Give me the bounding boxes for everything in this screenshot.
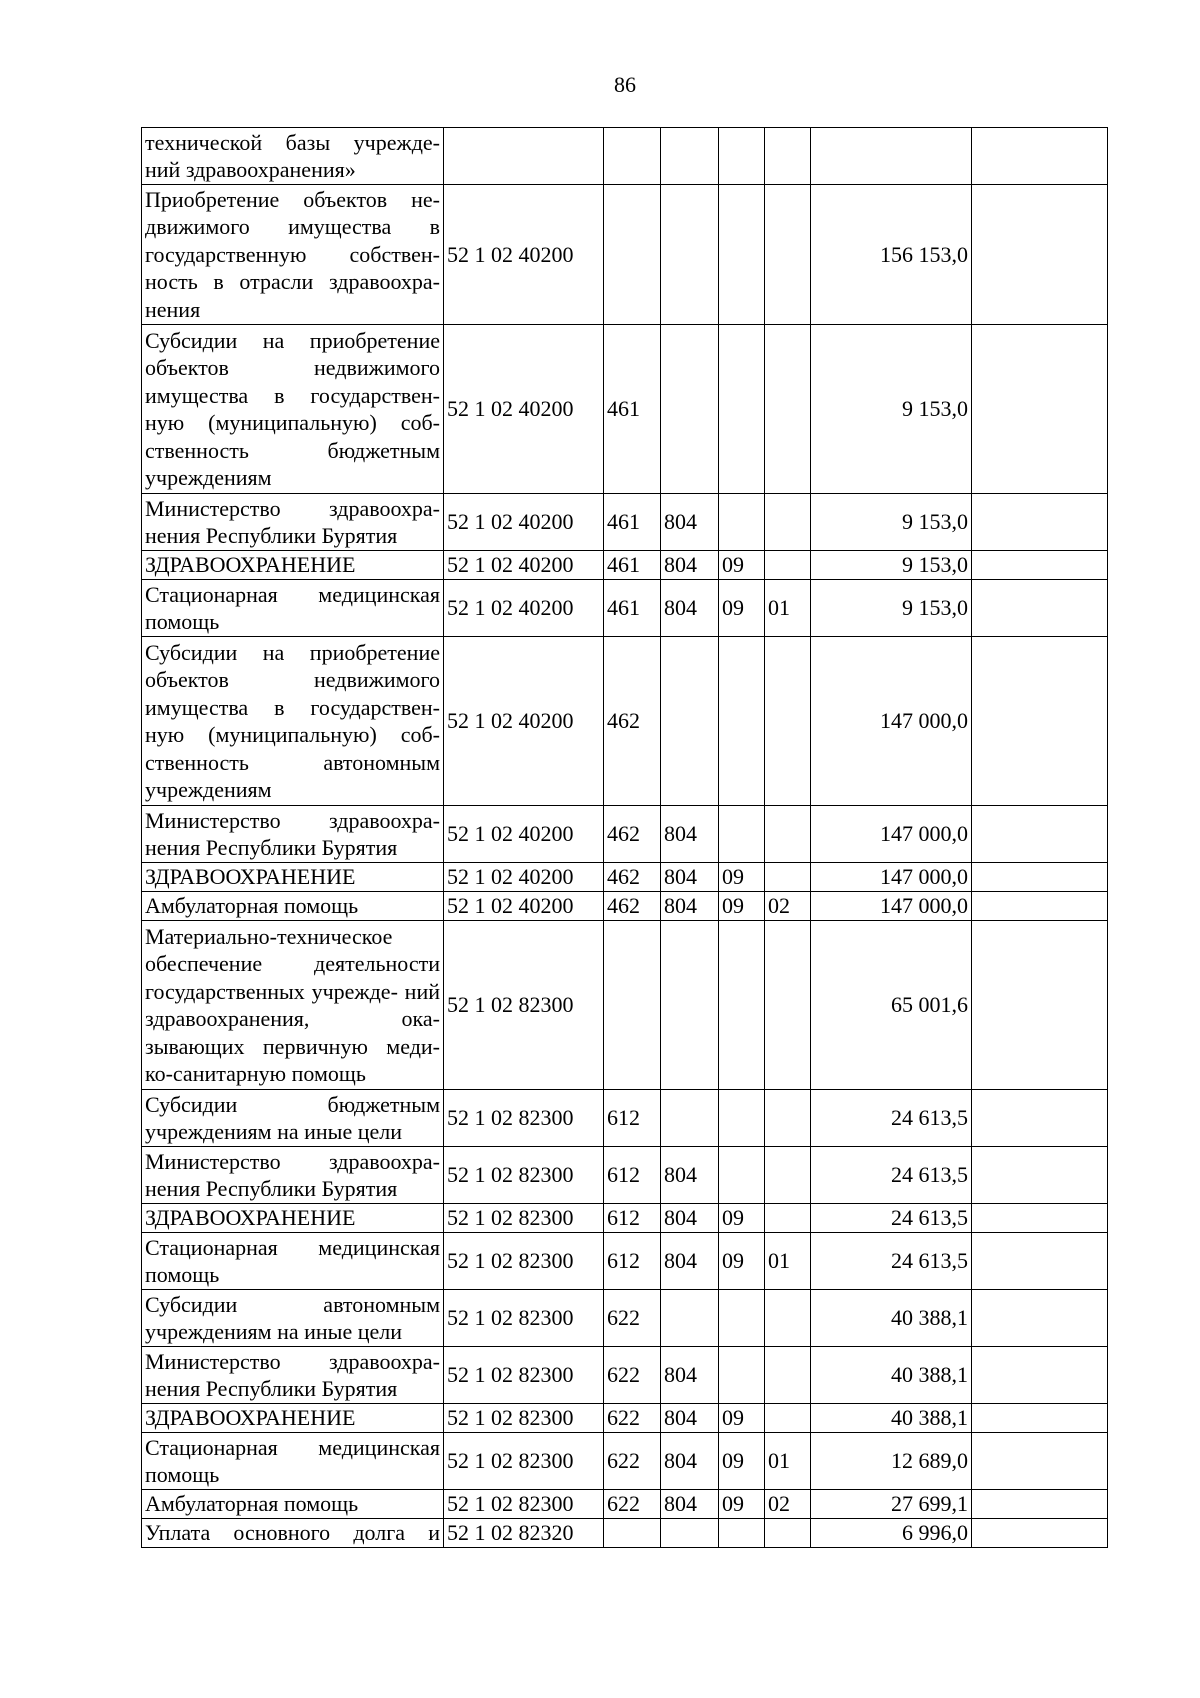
section-code — [719, 325, 765, 494]
expense-type-code: 461 — [604, 580, 661, 637]
subsection-code — [765, 1290, 811, 1347]
amount-value: 24 613,5 — [811, 1090, 972, 1147]
department-code: 804 — [661, 551, 719, 580]
table-row — [142, 863, 1108, 892]
expense-type-code: 462 — [604, 637, 661, 806]
section-code — [719, 185, 765, 325]
section-code — [719, 128, 765, 185]
expense-type-code: 622 — [604, 1347, 661, 1404]
extra-column-cell — [972, 1404, 1108, 1433]
expense-type-code — [604, 1519, 661, 1548]
extra-column-cell — [972, 863, 1108, 892]
section-code — [719, 806, 765, 863]
row-description: Материально-техническое обеспечение деятельности государственных учрежде- ний здравоохранения, ока- зывающих первичную меди- ко-санитарную помощь — [142, 921, 444, 1090]
amount-value: 27 699,1 — [811, 1490, 972, 1519]
extra-column-cell — [972, 1204, 1108, 1233]
department-code — [661, 325, 719, 494]
amount-value: 147 000,0 — [811, 637, 972, 806]
target-article-code: 52 1 02 82300 — [444, 1204, 604, 1233]
target-article-code: 52 1 02 40200 — [444, 892, 604, 921]
amount-value: 24 613,5 — [811, 1147, 972, 1204]
table-row — [142, 1490, 1108, 1519]
subsection-code: 02 — [765, 892, 811, 921]
table-row — [142, 1433, 1108, 1490]
department-code: 804 — [661, 1490, 719, 1519]
subsection-code — [765, 494, 811, 551]
row-description: Приобретение объектов не- движимого имущества в государственную собствен- ность в отрасли здравоохра- нения — [142, 185, 444, 325]
row-description: ЗДРАВООХРАНЕНИЕ — [142, 1404, 444, 1433]
amount-value: 9 153,0 — [811, 494, 972, 551]
expense-type-code: 612 — [604, 1204, 661, 1233]
subsection-code — [765, 1147, 811, 1204]
row-description: Амбулаторная помощь — [142, 1490, 444, 1519]
department-code — [661, 1290, 719, 1347]
target-article-code: 52 1 02 82300 — [444, 1233, 604, 1290]
department-code — [661, 185, 719, 325]
department-code: 804 — [661, 494, 719, 551]
extra-column-cell — [972, 1490, 1108, 1519]
department-code — [661, 128, 719, 185]
subsection-code — [765, 863, 811, 892]
subsection-code: 01 — [765, 580, 811, 637]
target-article-code: 52 1 02 40200 — [444, 185, 604, 325]
department-code — [661, 1090, 719, 1147]
section-code: 09 — [719, 1404, 765, 1433]
page-number: 86 — [614, 72, 636, 97]
department-code: 804 — [661, 1433, 719, 1490]
target-article-code: 52 1 02 82300 — [444, 1147, 604, 1204]
table-row — [142, 1290, 1108, 1347]
section-code — [719, 1147, 765, 1204]
expense-type-code — [604, 185, 661, 325]
extra-column-cell — [972, 1147, 1108, 1204]
amount-value: 9 153,0 — [811, 325, 972, 494]
department-code — [661, 637, 719, 806]
row-description: Министерство здравоохра- нения Республики Бурятия — [142, 1147, 444, 1204]
subsection-code — [765, 128, 811, 185]
expense-type-code: 612 — [604, 1147, 661, 1204]
department-code: 804 — [661, 1233, 719, 1290]
extra-column-cell — [972, 551, 1108, 580]
row-description: Министерство здравоохра- нения Республики Бурятия — [142, 806, 444, 863]
extra-column-cell — [972, 1519, 1108, 1548]
table-row — [142, 637, 1108, 806]
subsection-code — [765, 1090, 811, 1147]
expense-type-code: 461 — [604, 551, 661, 580]
table-row — [142, 1204, 1108, 1233]
amount-value: 9 153,0 — [811, 551, 972, 580]
table-row — [142, 1090, 1108, 1147]
expense-type-code: 461 — [604, 494, 661, 551]
extra-column-cell — [972, 580, 1108, 637]
row-description: Амбулаторная помощь — [142, 892, 444, 921]
section-code — [719, 1347, 765, 1404]
target-article-code: 52 1 02 82300 — [444, 1404, 604, 1433]
row-description: ЗДРАВООХРАНЕНИЕ — [142, 551, 444, 580]
extra-column-cell — [972, 1290, 1108, 1347]
table-row — [142, 892, 1108, 921]
department-code: 804 — [661, 1204, 719, 1233]
expense-type-code: 462 — [604, 892, 661, 921]
extra-column-cell — [972, 1090, 1108, 1147]
table-row — [142, 128, 1108, 185]
expense-type-code: 622 — [604, 1433, 661, 1490]
section-code — [719, 1090, 765, 1147]
target-article-code: 52 1 02 82300 — [444, 1090, 604, 1147]
row-description: Стационарная медицинская помощь — [142, 580, 444, 637]
target-article-code: 52 1 02 40200 — [444, 494, 604, 551]
table-row — [142, 1519, 1108, 1548]
target-article-code: 52 1 02 40200 — [444, 325, 604, 494]
row-description: Субсидии на приобретение объектов недвижимого имущества в государствен- ную (муниципальную) соб- ственность автономным учреждениям — [142, 637, 444, 806]
extra-column-cell — [972, 806, 1108, 863]
amount-value: 147 000,0 — [811, 806, 972, 863]
section-code: 09 — [719, 551, 765, 580]
target-article-code: 52 1 02 40200 — [444, 580, 604, 637]
department-code: 804 — [661, 806, 719, 863]
extra-column-cell — [972, 921, 1108, 1090]
subsection-code — [765, 551, 811, 580]
row-description: Стационарная медицинская помощь — [142, 1433, 444, 1490]
section-code: 09 — [719, 892, 765, 921]
row-description: Субсидии на приобретение объектов недвижимого имущества в государствен- ную (муниципальную) соб- ственность бюджетным учреждениям — [142, 325, 444, 494]
amount-value: 24 613,5 — [811, 1233, 972, 1290]
expense-type-code: 461 — [604, 325, 661, 494]
subsection-code — [765, 325, 811, 494]
section-code: 09 — [719, 1433, 765, 1490]
budget-table — [141, 127, 1108, 1548]
subsection-code — [765, 921, 811, 1090]
department-code: 804 — [661, 1347, 719, 1404]
table-row — [142, 1233, 1108, 1290]
amount-value: 24 613,5 — [811, 1204, 972, 1233]
table-row — [142, 494, 1108, 551]
target-article-code: 52 1 02 82320 — [444, 1519, 604, 1548]
section-code: 09 — [719, 863, 765, 892]
table-row — [142, 185, 1108, 325]
expense-type-code: 462 — [604, 863, 661, 892]
expense-type-code — [604, 921, 661, 1090]
table-row — [142, 921, 1108, 1090]
table-row — [142, 580, 1108, 637]
amount-value: 65 001,6 — [811, 921, 972, 1090]
table-row — [142, 1404, 1108, 1433]
expense-type-code: 612 — [604, 1233, 661, 1290]
amount-value: 40 388,1 — [811, 1290, 972, 1347]
department-code: 804 — [661, 892, 719, 921]
department-code: 804 — [661, 580, 719, 637]
table-row — [142, 1147, 1108, 1204]
expense-type-code: 612 — [604, 1090, 661, 1147]
section-code — [719, 494, 765, 551]
amount-value: 9 153,0 — [811, 580, 972, 637]
extra-column-cell — [972, 494, 1108, 551]
table-row — [142, 1347, 1108, 1404]
table-row — [142, 551, 1108, 580]
row-description: Субсидии автономным учреждениям на иные цели — [142, 1290, 444, 1347]
amount-value: 156 153,0 — [811, 185, 972, 325]
budget-table-body — [142, 128, 1108, 1548]
subsection-code — [765, 1347, 811, 1404]
department-code — [661, 921, 719, 1090]
target-article-code: 52 1 02 40200 — [444, 863, 604, 892]
amount-value: 147 000,0 — [811, 892, 972, 921]
extra-column-cell — [972, 185, 1108, 325]
section-code: 09 — [719, 580, 765, 637]
target-article-code: 52 1 02 82300 — [444, 921, 604, 1090]
amount-value: 12 689,0 — [811, 1433, 972, 1490]
expense-type-code: 462 — [604, 806, 661, 863]
target-article-code: 52 1 02 40200 — [444, 806, 604, 863]
target-article-code: 52 1 02 40200 — [444, 637, 604, 806]
amount-value: 40 388,1 — [811, 1347, 972, 1404]
department-code: 804 — [661, 1147, 719, 1204]
subsection-code: 01 — [765, 1433, 811, 1490]
subsection-code: 02 — [765, 1490, 811, 1519]
target-article-code: 52 1 02 40200 — [444, 551, 604, 580]
extra-column-cell — [972, 637, 1108, 806]
subsection-code — [765, 185, 811, 325]
subsection-code — [765, 1519, 811, 1548]
extra-column-cell — [972, 1347, 1108, 1404]
row-description: Министерство здравоохра- нения Республики Бурятия — [142, 494, 444, 551]
amount-value: 40 388,1 — [811, 1404, 972, 1433]
department-code: 804 — [661, 863, 719, 892]
extra-column-cell — [972, 128, 1108, 185]
extra-column-cell — [972, 325, 1108, 494]
section-code: 09 — [719, 1490, 765, 1519]
target-article-code: 52 1 02 82300 — [444, 1433, 604, 1490]
target-article-code: 52 1 02 82300 — [444, 1490, 604, 1519]
subsection-code — [765, 637, 811, 806]
section-code — [719, 1290, 765, 1347]
department-code: 804 — [661, 1404, 719, 1433]
section-code — [719, 637, 765, 806]
expense-type-code — [604, 128, 661, 185]
extra-column-cell — [972, 1433, 1108, 1490]
expense-type-code: 622 — [604, 1290, 661, 1347]
table-row — [142, 325, 1108, 494]
target-article-code: 52 1 02 82300 — [444, 1290, 604, 1347]
section-code: 09 — [719, 1204, 765, 1233]
row-description: технической базы учрежде- ний здравоохранения» — [142, 128, 444, 185]
section-code: 09 — [719, 1233, 765, 1290]
subsection-code: 01 — [765, 1233, 811, 1290]
subsection-code — [765, 1204, 811, 1233]
expense-type-code: 622 — [604, 1404, 661, 1433]
subsection-code — [765, 806, 811, 863]
expense-type-code: 622 — [604, 1490, 661, 1519]
department-code — [661, 1519, 719, 1548]
target-article-code: 52 1 02 82300 — [444, 1347, 604, 1404]
amount-value — [811, 128, 972, 185]
row-description: Субсидии бюджетным учреждениям на иные цели — [142, 1090, 444, 1147]
target-article-code — [444, 128, 604, 185]
subsection-code — [765, 1404, 811, 1433]
extra-column-cell — [972, 1233, 1108, 1290]
row-description: ЗДРАВООХРАНЕНИЕ — [142, 1204, 444, 1233]
extra-column-cell — [972, 892, 1108, 921]
row-description: Министерство здравоохра- нения Республики Бурятия — [142, 1347, 444, 1404]
section-code — [719, 921, 765, 1090]
row-description: Уплата основного долга и — [142, 1519, 444, 1548]
row-description: ЗДРАВООХРАНЕНИЕ — [142, 863, 444, 892]
amount-value: 6 996,0 — [811, 1519, 972, 1548]
amount-value: 147 000,0 — [811, 863, 972, 892]
table-row — [142, 806, 1108, 863]
row-description: Стационарная медицинская помощь — [142, 1233, 444, 1290]
section-code — [719, 1519, 765, 1548]
